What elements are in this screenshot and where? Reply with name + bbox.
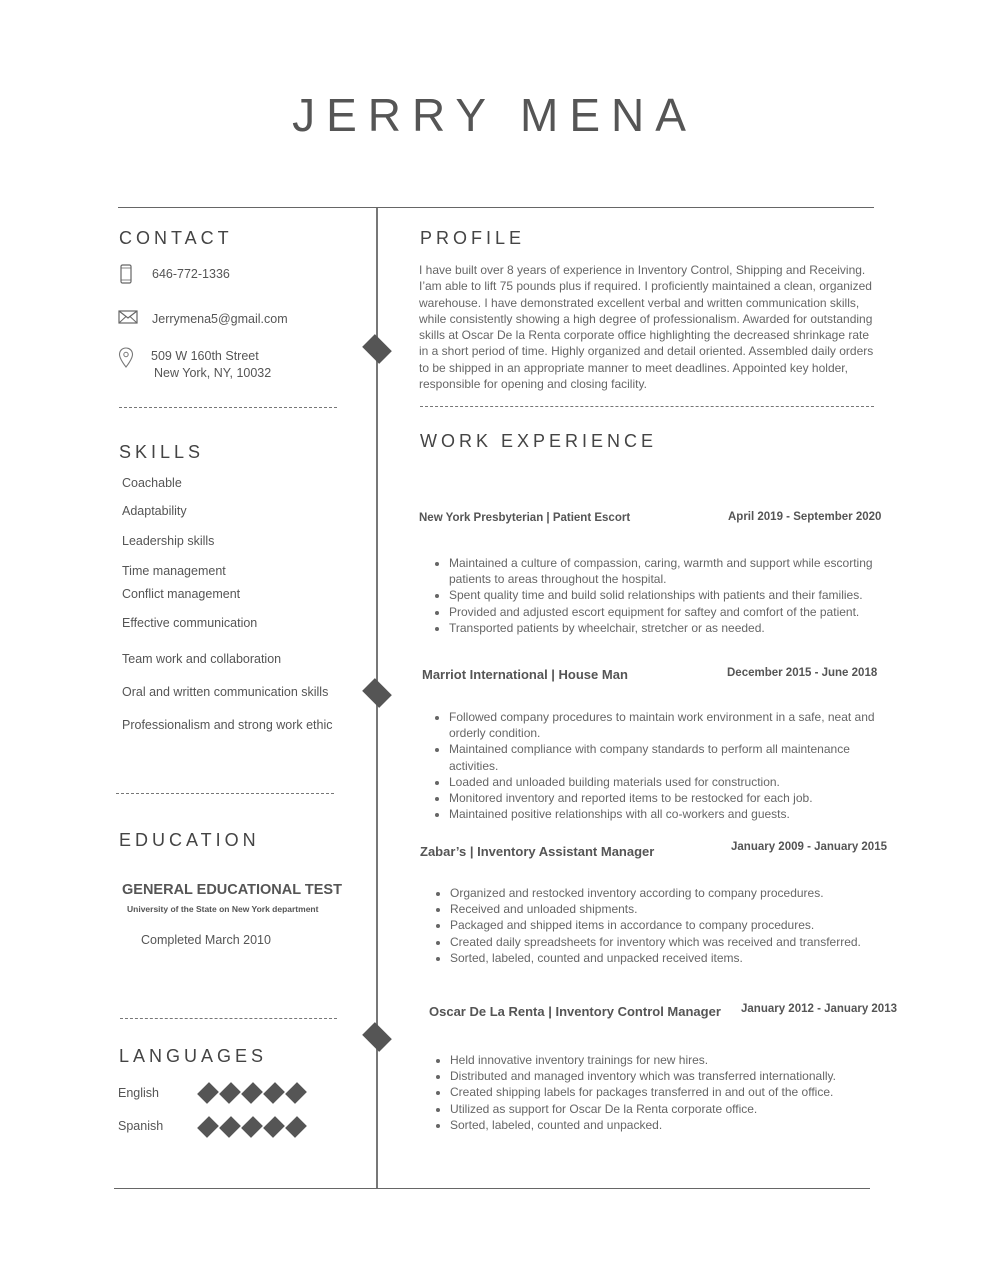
skill-item: Oral and written communication skills <box>122 685 329 699</box>
rating-diamond <box>219 1082 241 1104</box>
job-title: New York Presbyterian | Patient Escort <box>419 512 631 524</box>
resume-name: JERRY MENA <box>292 89 697 141</box>
rating-diamond <box>263 1082 285 1104</box>
job-title: Oscar De La Renta | Inventory Control Manager <box>429 1004 721 1019</box>
rating-diamond <box>285 1082 307 1104</box>
job-bullet: • Followed company procedures to maintain work environment in a safe, neat and orderly condition. <box>449 709 899 741</box>
contact-heading: CONTACT <box>119 228 233 248</box>
job-bullet: • Distributed and managed inventory which was transferred internationally. <box>450 1068 900 1084</box>
education-completed: Completed March 2010 <box>141 933 271 947</box>
job-title: Marriot International | House Man <box>422 667 628 682</box>
divider-diamond <box>362 334 392 364</box>
job-bullets <box>432 1052 900 1133</box>
job-bullet: • Packaged and shipped items in accordance to company procedures. <box>450 917 900 933</box>
education-degree: GENERAL EDUCATIONAL TEST <box>122 882 342 898</box>
job-dates: December 2015 - June 2018 <box>727 667 878 679</box>
rating-diamond <box>263 1116 285 1138</box>
job-bullet: • Created shipping labels for packages transferred in and out of the office. <box>450 1084 900 1100</box>
envelope-icon <box>118 310 138 324</box>
skills-heading: SKILLS <box>119 442 205 462</box>
rating-diamond <box>285 1116 307 1138</box>
profile-text: I have built over 8 years of experience in Inventory Control, Shipping and Receiving. I’am able to lift 75 pounds plus if required. I proficiently maintained a clean, organized warehouse. I have demonstrated excellent verbal and written communication skills, while consistently showing a high degree of professionalism. Awarded for outstanding skills at Oscar De la Renta corporate office highlighting the decreased shrinkage rate in a short period of time. Highly organized and detail oriented. Assembled daily orders to be shipped in an appropriate manner to meet deadlines. Appointed key holder, responsible for opening and closing facility. <box>419 263 874 392</box>
job-bullet: • Organized and restocked inventory according to company procedures. <box>450 885 900 901</box>
job-bullet: • Sorted, labeled, counted and unpacked received items. <box>450 950 900 966</box>
rating-diamond <box>219 1116 241 1138</box>
skill-item: Adaptability <box>122 504 187 518</box>
job-bullet: • Held innovative inventory trainings for new hires. <box>450 1052 900 1068</box>
skill-item: Coachable <box>122 476 182 490</box>
phone-icon <box>120 264 132 284</box>
skill-item: Conflict management <box>122 587 241 601</box>
education-heading: EDUCATION <box>119 830 260 850</box>
language-name: Spanish <box>118 1119 164 1133</box>
job-bullet: • Monitored inventory and reported items to be restocked for each job. <box>449 790 899 806</box>
job-bullet: • Received and unloaded shipments. <box>450 901 900 917</box>
divider-diamond <box>362 1022 392 1052</box>
job-bullet: • Loaded and unloaded building materials used for construction. <box>449 774 899 790</box>
section-dashed-divider <box>420 406 874 407</box>
job-bullets <box>432 885 900 966</box>
rating-diamond <box>241 1082 263 1104</box>
languages-heading: LANGUAGES <box>119 1046 268 1066</box>
job-bullet: • Created daily spreadsheets for inventory which was received and transferred. <box>450 934 900 950</box>
job-bullet: • Maintained compliance with company standards to perform all maintenance activities. <box>449 741 899 773</box>
language-rating-english <box>197 1082 307 1104</box>
skill-item: Time management <box>122 564 226 578</box>
rating-diamond <box>197 1116 219 1138</box>
location-pin-icon <box>118 347 134 369</box>
section-dashed-divider <box>119 407 337 408</box>
skill-item: Effective communication <box>122 616 258 630</box>
contact-phone[interactable]: 646-772-1336 <box>152 267 230 281</box>
job-dates: January 2012 - January 2013 <box>741 1003 897 1015</box>
divider-diamond <box>362 678 392 708</box>
job-bullet: • Sorted, labeled, counted and unpacked. <box>450 1117 900 1133</box>
rating-diamond <box>241 1116 263 1138</box>
rating-diamond <box>197 1082 219 1104</box>
job-dates: January 2009 - January 2015 <box>731 841 887 853</box>
job-bullets <box>431 709 899 822</box>
job-bullet: • Transported patients by wheelchair, stretcher or as needed. <box>449 620 899 636</box>
job-bullets <box>431 555 899 636</box>
job-bullet: • Provided and adjusted escort equipment for saftey and comfort of the patient. <box>449 604 899 620</box>
education-school: University of the State on New York department <box>127 904 319 914</box>
skill-item: Professionalism and strong work ethic <box>122 718 333 732</box>
top-rule <box>118 207 874 208</box>
profile-heading: PROFILE <box>420 228 526 248</box>
contact-address-line1: 509 W 160th Street <box>151 349 259 363</box>
job-bullet: • Maintained positive relationships with all co-workers and guests. <box>449 806 899 822</box>
language-rating-spanish <box>197 1116 307 1138</box>
section-dashed-divider <box>120 1018 337 1019</box>
language-name: English <box>118 1086 159 1100</box>
job-bullet: • Utilized as support for Oscar De la Renta corporate office. <box>450 1101 900 1117</box>
contact-address-line2: New York, NY, 10032 <box>154 366 272 380</box>
bottom-rule <box>114 1188 870 1189</box>
job-bullet: • Spent quality time and build solid relationships with patients and their families. <box>449 587 899 603</box>
job-bullet: • Maintained a culture of compassion, caring, warmth and support while escorting patients to areas throughout the hospital. <box>449 555 899 587</box>
section-dashed-divider <box>116 793 334 794</box>
contact-email[interactable]: Jerrymena5@gmail.com <box>152 312 288 326</box>
skill-item: Team work and collaboration <box>122 652 282 666</box>
skill-item: Leadership skills <box>122 534 215 548</box>
job-dates: April 2019 - September 2020 <box>728 511 882 523</box>
job-title: Zabar’s | Inventory Assistant Manager <box>420 844 655 859</box>
work-experience-heading: WORK EXPERIENCE <box>420 431 658 451</box>
